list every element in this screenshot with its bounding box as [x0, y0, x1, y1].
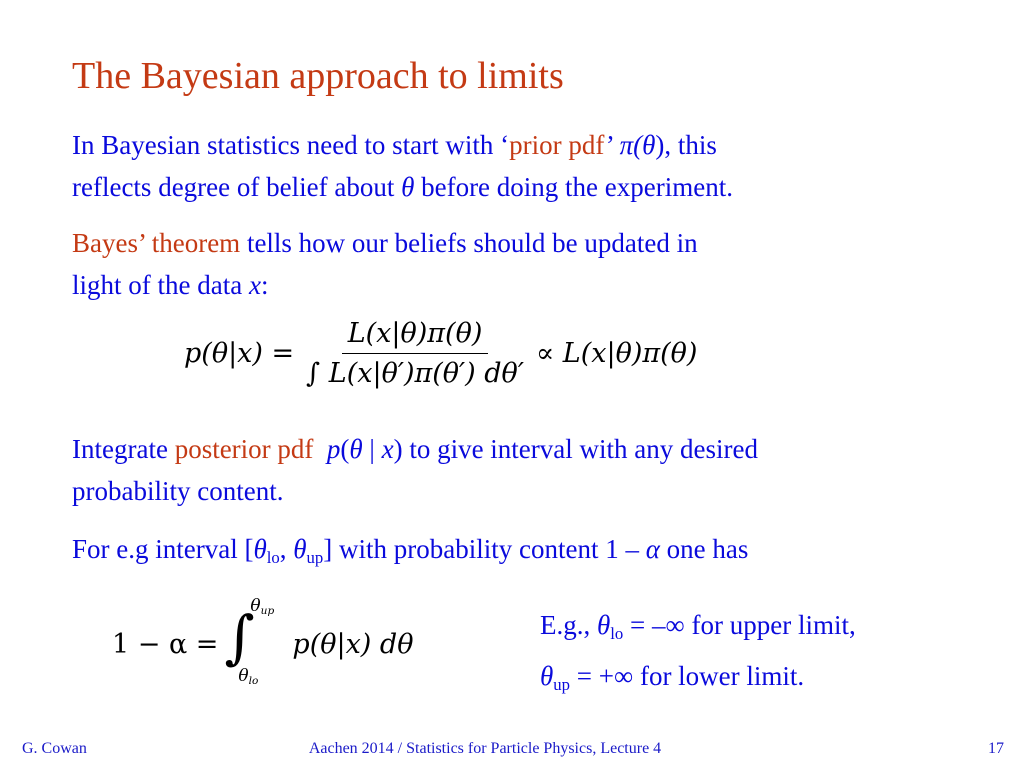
- integral-upper-limit: [250, 596, 274, 617]
- integral-lower-limit: [238, 666, 258, 687]
- text: tells how our beliefs should be updated in: [240, 228, 698, 258]
- symbol-p: p: [326, 434, 341, 464]
- text: |: [362, 434, 382, 464]
- equation-lhs: p(θ|x) =: [184, 338, 295, 369]
- text: ), this: [655, 130, 717, 160]
- paragraph-bayes-line2: [72, 264, 972, 306]
- paragraph-interval: [72, 528, 972, 579]
- equation-fraction: [300, 318, 530, 389]
- footer-page-number: 17: [988, 740, 1004, 757]
- paragraph-prior: [72, 124, 972, 208]
- text: (: [340, 434, 350, 464]
- equation-lhs: 1 − α =: [112, 628, 219, 660]
- interval-equation: [112, 596, 413, 692]
- paragraph-posterior: [72, 428, 972, 512]
- symbol-theta: θ: [349, 434, 363, 464]
- text: one has: [659, 534, 749, 564]
- paragraph-posterior-line1: [72, 428, 972, 470]
- text: ] with probability content 1 –: [323, 534, 646, 564]
- symbol-x: x: [381, 434, 394, 464]
- text: ’: [605, 130, 620, 160]
- term-prior-pdf: prior pdf: [509, 130, 606, 160]
- symbol-theta: θ: [253, 534, 267, 564]
- subscript-lo: lo: [610, 624, 624, 644]
- text: In Bayesian statistics need to start with ‘: [72, 130, 510, 160]
- paragraph-bayes-line1: [72, 222, 972, 264]
- subscript-up: up: [260, 605, 275, 618]
- subscript-lo: lo: [248, 675, 259, 688]
- text: reflects degree of belief about: [72, 172, 402, 202]
- symbol-theta: θ: [597, 610, 611, 640]
- term-posterior-pdf: posterior pdf: [174, 434, 314, 464]
- slide-title: The Bayesian approach to limits: [72, 55, 564, 97]
- symbol-alpha: α: [645, 534, 660, 564]
- paragraph-prior-line1: [72, 124, 972, 166]
- term-bayes-theorem: Bayes’ theorem: [72, 228, 241, 258]
- limit-note: [540, 604, 980, 706]
- equation-rhs: ∝ L(x|θ)π(θ): [535, 338, 698, 369]
- paragraph-posterior-line2: probability content.: [72, 476, 284, 506]
- integral-sign: ∫: [224, 603, 255, 671]
- equation-denominator: ∫ L(x|θ′)π(θ′) dθ′: [306, 358, 524, 389]
- paragraph-interval-line1: [72, 528, 972, 579]
- text: = +∞ for lower limit.: [570, 661, 805, 692]
- subscript-up: up: [553, 675, 570, 695]
- equation-integrand: p(θ|x) dθ: [292, 628, 414, 660]
- symbol-theta: θ: [642, 130, 656, 160]
- symbol-theta: θ: [250, 596, 261, 616]
- text: to give interval with any desired: [402, 434, 758, 464]
- symbol-theta: θ: [540, 661, 554, 692]
- limit-note-line1: [540, 604, 980, 655]
- bayes-equation: [184, 318, 697, 389]
- equation-numerator: L(x|θ)π(θ): [342, 318, 489, 354]
- text: ,: [279, 534, 294, 564]
- subscript-lo: lo: [266, 548, 280, 568]
- symbol-x: x: [248, 270, 261, 300]
- text: = –∞ for upper limit,: [623, 610, 856, 640]
- integral-with-limits: [222, 596, 292, 692]
- symbol-pi: π(: [619, 130, 643, 160]
- text: before doing the experiment.: [414, 172, 733, 202]
- text: For e.g interval [: [72, 534, 254, 564]
- text: Integrate: [72, 434, 175, 464]
- text: E.g.,: [540, 610, 597, 640]
- footer-author: G. Cowan: [22, 740, 87, 757]
- text: ): [393, 434, 403, 464]
- text: :: [260, 270, 269, 300]
- symbol-theta: θ: [238, 666, 249, 686]
- limit-note-line2: [540, 655, 980, 706]
- footer-lecture: Aachen 2014 / Statistics for Particle Physics, Lecture 4: [308, 740, 662, 757]
- symbol-theta: θ: [401, 172, 415, 202]
- paragraph-prior-line2: [72, 166, 972, 208]
- text: light of the data: [72, 270, 249, 300]
- symbol-theta: θ: [293, 534, 307, 564]
- paragraph-bayes: [72, 222, 972, 306]
- subscript-up: up: [306, 548, 324, 568]
